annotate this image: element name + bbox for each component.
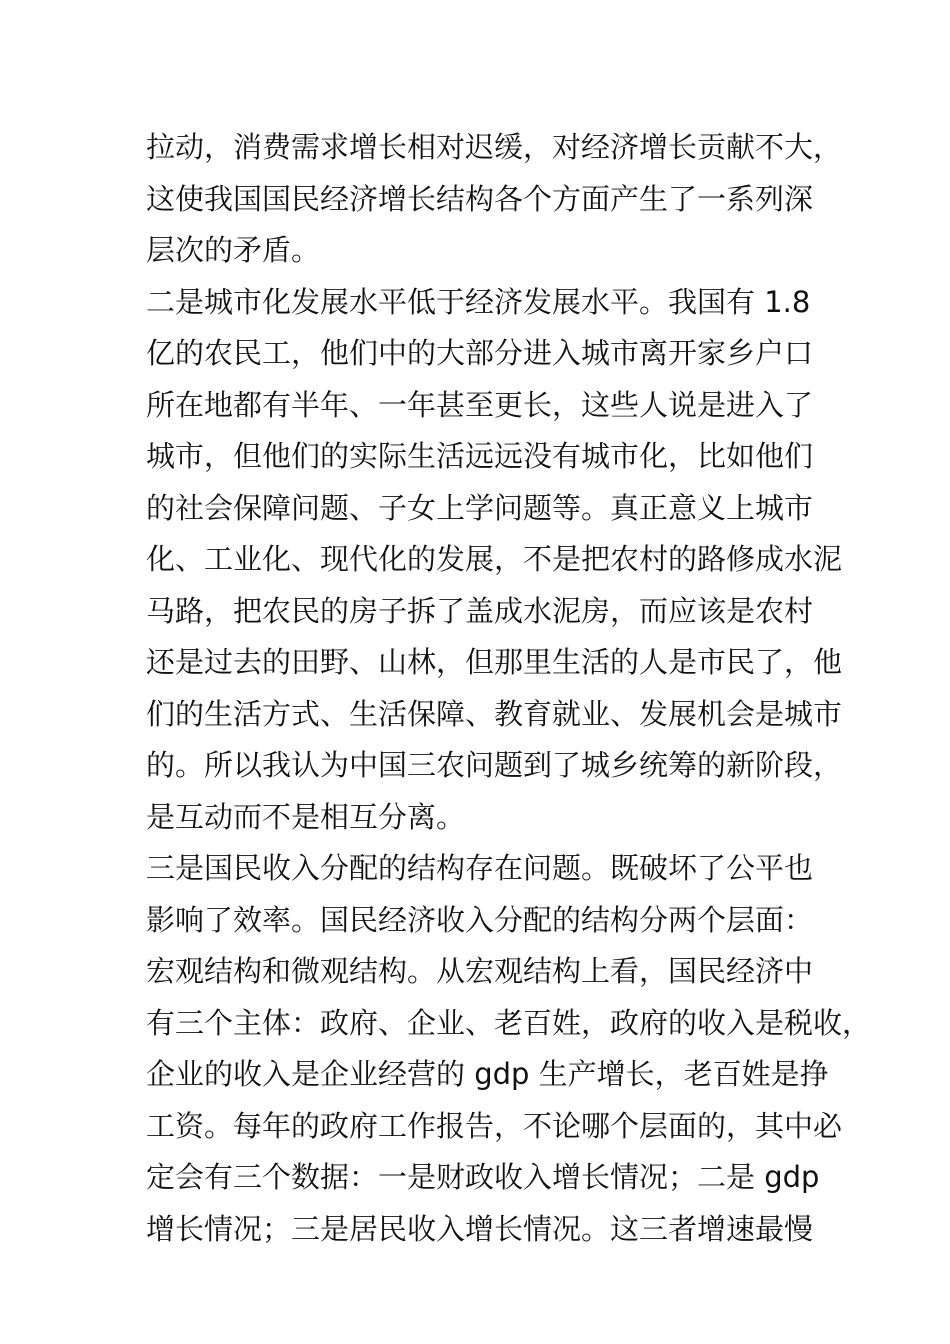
text-line: 企业的收入是企业经营的 gdp 生产增长，老百姓是挣 <box>146 1057 829 1091</box>
text-line: 所在地都有半年、一年甚至更长，这些人说是进入了 <box>146 387 814 422</box>
text-line: 层次的矛盾。 <box>146 233 321 267</box>
text-line: 还是过去的田野、山林，但那里生活的人是市民了，他 <box>146 645 843 679</box>
text-line: 的社会保障问题、子女上学问题等。真正意义上城市 <box>146 490 814 525</box>
text-line: 们的生活方式、生活保障、教育就业、发展机会是城市 <box>146 696 843 731</box>
text-line: 定会有三个数据：一是财政收入增长情况；二是 gdp <box>146 1160 820 1194</box>
text-line: 的。所以我认为中国三农问题到了城乡统筹的新阶段， <box>146 748 843 782</box>
text-line: 二是城市化发展水平低于经济发展水平。我国有 1.8 <box>146 284 811 319</box>
text-line: 是互动而不是相互分离。 <box>146 799 466 834</box>
text-line: 化、工业化、现代化的发展，不是把农村的路修成水泥 <box>146 542 843 576</box>
text-line: 宏观结构和微观结构。从宏观结构上看，国民经济中 <box>146 954 814 988</box>
text-line: 这使我国国民经济增长结构各个方面产生了一系列深 <box>146 181 814 216</box>
text-line: 城市，但他们的实际生活远远没有城市化，比如他们 <box>146 439 814 473</box>
body-text <box>146 122 872 1255</box>
text-line: 有三个主体：政府、企业、老百姓，政府的收入是税收， <box>146 1005 872 1040</box>
text-line: 三是国民收入分配的结构存在问题。既破坏了公平也 <box>146 851 814 885</box>
text-line: 工资。每年的政府工作报告，不论哪个层面的，其中必 <box>146 1108 843 1143</box>
text-line: 影响了效率。国民经济收入分配的结构分两个层面： <box>146 902 814 937</box>
text-line: 亿的农民工，他们中的大部分进入城市离开家乡户口 <box>146 336 814 370</box>
text-line: 马路，把农民的房子拆了盖成水泥房，而应该是农村 <box>146 593 814 628</box>
text-line: 拉动，消费需求增长相对迟缓，对经济增长贡献不大， <box>146 130 843 164</box>
text-line: 增长情况；三是居民收入增长情况。这三者增速最慢 <box>146 1211 814 1246</box>
